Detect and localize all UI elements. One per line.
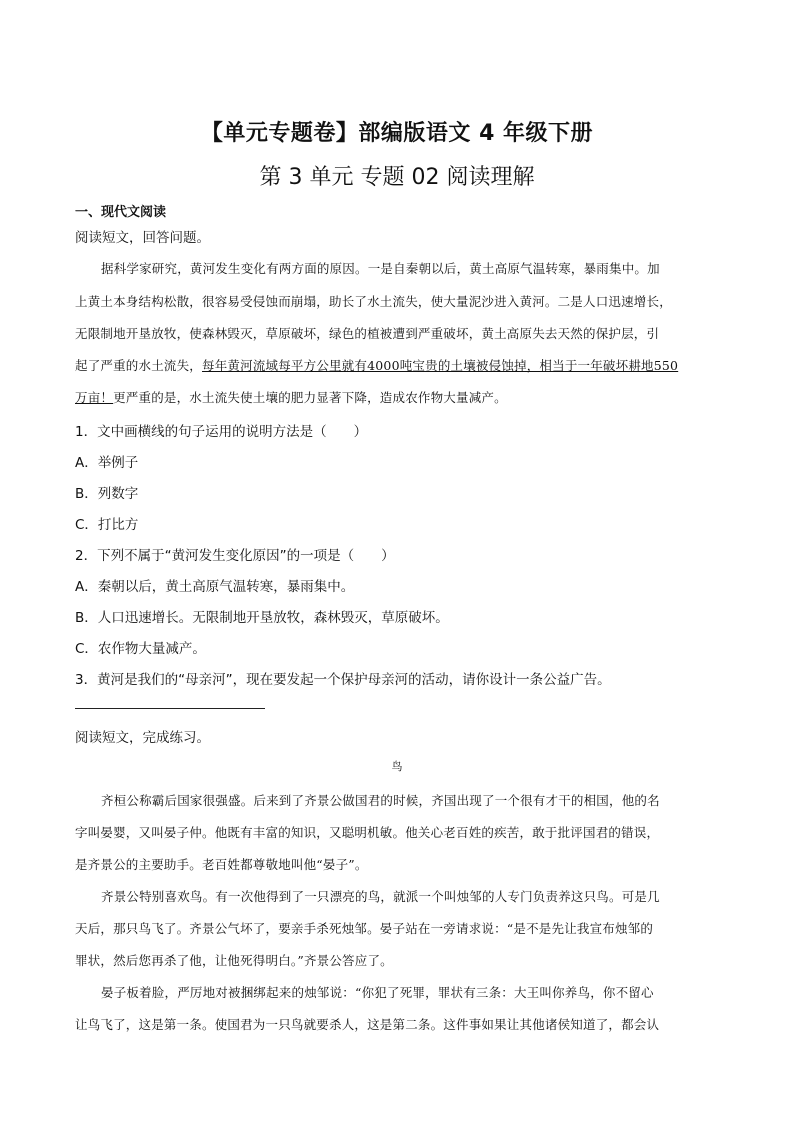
passage-line: 无限制地开垦放牧，使森林毁灭，草原破坏，绿色的植被遭到严重破坏，黄土高原失去天然的保护层，引 [75, 326, 660, 341]
answer-blank-line[interactable] [75, 708, 265, 709]
passage-line [75, 356, 720, 374]
question-2-option-a[interactable]: A．秦朝以后，黄土高原气温转寒，暴雨集中。 [75, 579, 355, 595]
question-2-stem: 2．下列不属于“黄河发生变化原因”的一项是（ ） [75, 548, 395, 564]
question-2-option-c[interactable]: C．农作物大量减产。 [75, 641, 206, 657]
passage-line: 齐桓公称霸后国家很强盛。后来到了齐景公做国君的时候，齐国出现了一个很有才干的相国，他的名 [101, 793, 660, 808]
question-1-option-a[interactable]: A．举例子 [75, 455, 139, 471]
passage-line: 上黄土本身结构松散，很容易受侵蚀而崩塌，助长了水土流失，使大量泥沙进入黄河。二是人口迅速增长， [75, 294, 672, 309]
passage-text: 更严重的是，水土流失使土壤的肥力显著下降，造成农作物大量减产。 [113, 390, 507, 405]
question-1-option-b[interactable]: B．列数字 [75, 486, 139, 502]
reading-instruction: 阅读短文，回答问题。 [75, 230, 210, 246]
passage-line: 让鸟飞了，这是第一条。使国君为一只鸟就要杀人，这是第二条。这件事如果让其他诸侯知道了，都会认 [75, 1017, 660, 1032]
passage-line: 齐景公特别喜欢鸟。有一次他得到了一只漂亮的鸟，就派一个叫烛邹的人专门负责养这只鸟。可是几 [101, 889, 660, 904]
passage-line: 据科学家研究，黄河发生变化有两方面的原因。一是自秦朝以后，黄土高原气温转寒，暴雨集中。加 [101, 261, 660, 276]
passage-line: 天后，那只鸟飞了。齐景公气坏了，要亲手杀死烛邹。晏子站在一旁请求说：“是不是先让我宣布烛邹的 [75, 921, 654, 936]
passage-line: 是齐景公的主要助手。老百姓都尊敬地叫他“晏子”。 [75, 857, 368, 872]
reading-instruction-2: 阅读短文，完成练习。 [75, 730, 210, 746]
question-1-stem: 1．文中画横线的句子运用的说明方法是（ ） [75, 424, 368, 440]
passage-title: 鸟 [391, 760, 403, 773]
passage-line: 晏子板着脸，严厉地对被捆绑起来的烛邹说：“你犯了死罪，罪状有三条：大王叫你养鸟，你不留心 [101, 985, 654, 1000]
passage-text: 起了严重的水土流失， [75, 358, 203, 373]
question-1-option-c[interactable]: C．打比方 [75, 517, 139, 533]
passage-line: 字叫晏婴，又叫晏子仲。他既有丰富的知识，又聪明机敏。他关心老百姓的疾苦，敢于批评国君的错误， [75, 825, 660, 840]
question-2-option-b[interactable]: B．人口迅速增长。无限制地开垦放牧，森林毁灭，草原破坏。 [75, 610, 449, 626]
underlined-sentence: 每年黄河流域每平方公里就有4000吨宝贵的土壤被侵蚀掉，相当于一年破坏耕地550 [202, 358, 679, 373]
underlined-sentence: 万亩！ [75, 390, 114, 405]
section-heading: 一、现代文阅读 [75, 205, 167, 220]
document-subtitle: 第 3 单元 专题 02 阅读理解 [259, 165, 535, 190]
passage-line [75, 388, 720, 406]
document-title: 【单元专题卷】部编版语文 4 年级下册 [200, 121, 594, 146]
question-3-stem: 3．黄河是我们的“母亲河”，现在要发起一个保护母亲河的活动，请你设计一条公益广告。 [75, 672, 611, 688]
passage-line: 罪状，然后您再杀了他，让他死得明白。”齐景公答应了。 [75, 953, 393, 968]
